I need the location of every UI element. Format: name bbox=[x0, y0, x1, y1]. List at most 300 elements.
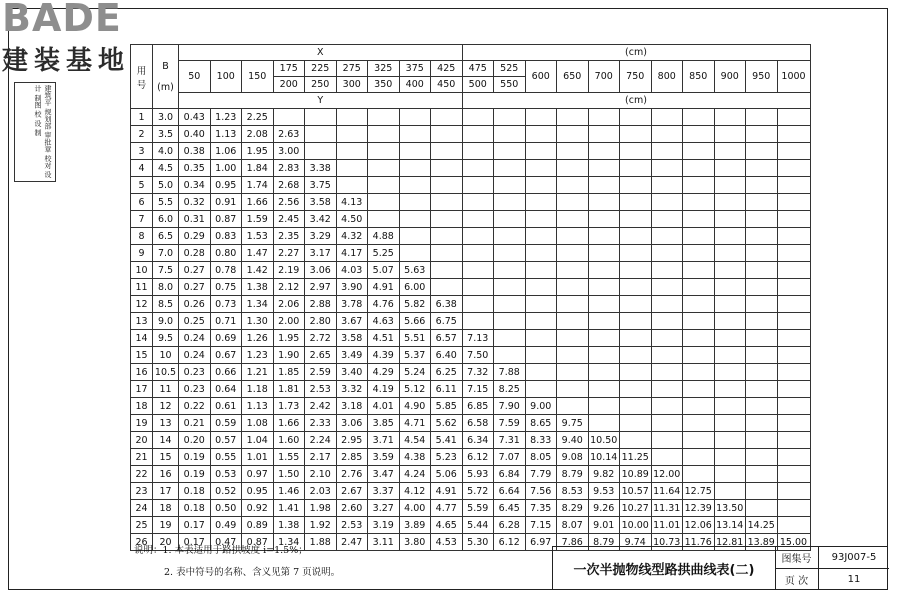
row-number: 6 bbox=[131, 194, 153, 211]
y-value-cell: 2.35 bbox=[273, 228, 305, 245]
y-value-cell: 12.06 bbox=[683, 517, 715, 534]
y-value-cell: 2.19 bbox=[273, 262, 305, 279]
y-value-cell bbox=[651, 211, 683, 228]
notes-prefix: 说明： bbox=[134, 545, 163, 556]
y-value-cell: 4.38 bbox=[399, 449, 431, 466]
y-value-cell: 3.58 bbox=[336, 330, 368, 347]
table-row bbox=[131, 279, 811, 296]
note-1: 1. 本表适用于路拱坡度 i=1.5%； bbox=[162, 545, 308, 556]
y-value-cell bbox=[494, 313, 526, 330]
y-value-cell: 6.58 bbox=[462, 415, 494, 432]
y-value-cell bbox=[336, 160, 368, 177]
logo-chinese: 建装基地 bbox=[2, 46, 131, 76]
y-value-cell bbox=[651, 449, 683, 466]
y-value-cell: 1.23 bbox=[242, 347, 274, 364]
y-value-cell bbox=[399, 228, 431, 245]
y-value-cell: 2.12 bbox=[273, 279, 305, 296]
y-value-cell bbox=[525, 109, 557, 126]
y-value-cell: 10.89 bbox=[620, 466, 652, 483]
y-value-cell bbox=[620, 347, 652, 364]
y-value-cell bbox=[525, 381, 557, 398]
y-value-cell bbox=[462, 126, 494, 143]
y-value-cell bbox=[588, 381, 620, 398]
y-value-cell: 6.12 bbox=[462, 449, 494, 466]
y-value-cell: 1.74 bbox=[242, 177, 274, 194]
y-value-cell: 2.06 bbox=[273, 296, 305, 313]
y-value-cell bbox=[777, 279, 810, 296]
y-value-cell bbox=[777, 449, 810, 466]
y-value-cell: 2.33 bbox=[305, 415, 337, 432]
table-row bbox=[131, 262, 811, 279]
y-value-cell bbox=[588, 347, 620, 364]
y-value-cell: 8.29 bbox=[557, 500, 589, 517]
y-value-cell bbox=[462, 211, 494, 228]
y-value-cell: 1.88 bbox=[305, 534, 337, 551]
y-value-cell bbox=[714, 466, 746, 483]
y-value-cell: 0.50 bbox=[210, 500, 242, 517]
y-value-cell bbox=[462, 262, 494, 279]
x-col-top-3: 175 bbox=[273, 61, 305, 77]
table-row bbox=[131, 313, 811, 330]
row-b-value: 8.5 bbox=[153, 296, 179, 313]
y-value-cell: 9.08 bbox=[557, 449, 589, 466]
y-value-cell: 1.92 bbox=[305, 517, 337, 534]
y-value-cell bbox=[777, 466, 810, 483]
y-value-cell: 9.74 bbox=[620, 534, 652, 551]
y-value-cell bbox=[746, 330, 778, 347]
y-value-cell bbox=[683, 466, 715, 483]
y-value-cell: 2.45 bbox=[273, 211, 305, 228]
row-number: 5 bbox=[131, 177, 153, 194]
row-number-header-text2: 号 bbox=[136, 79, 147, 91]
y-value-cell: 1.21 bbox=[242, 364, 274, 381]
y-value-cell bbox=[714, 126, 746, 143]
y-value-cell: 1.38 bbox=[242, 279, 274, 296]
y-value-cell: 0.78 bbox=[210, 262, 242, 279]
y-value-cell bbox=[431, 228, 463, 245]
y-value-cell bbox=[525, 177, 557, 194]
y-value-cell: 10.27 bbox=[620, 500, 652, 517]
y-value-cell: 3.80 bbox=[399, 534, 431, 551]
y-value-cell: 0.32 bbox=[179, 194, 211, 211]
y-value-cell: 5.59 bbox=[462, 500, 494, 517]
y-value-cell: 3.11 bbox=[368, 534, 400, 551]
row-number: 11 bbox=[131, 279, 153, 296]
y-value-cell bbox=[777, 500, 810, 517]
y-value-cell: 2.65 bbox=[305, 347, 337, 364]
x-col-13: 700 bbox=[588, 61, 620, 93]
y-value-cell: 3.29 bbox=[305, 228, 337, 245]
y-value-cell bbox=[462, 109, 494, 126]
y-value-cell bbox=[683, 143, 715, 160]
y-value-cell: 2.72 bbox=[305, 330, 337, 347]
y-value-cell bbox=[746, 296, 778, 313]
y-value-cell: 3.00 bbox=[273, 143, 305, 160]
y-value-cell bbox=[525, 194, 557, 211]
y-value-cell bbox=[746, 262, 778, 279]
y-value-cell: 1.73 bbox=[273, 398, 305, 415]
y-value-cell bbox=[431, 194, 463, 211]
y-value-cell: 7.13 bbox=[462, 330, 494, 347]
row-number: 24 bbox=[131, 500, 153, 517]
y-value-cell: 1.47 bbox=[242, 245, 274, 262]
y-value-cell: 2.25 bbox=[242, 109, 274, 126]
y-value-cell: 9.75 bbox=[557, 415, 589, 432]
y-value-cell: 0.75 bbox=[210, 279, 242, 296]
title-block bbox=[552, 546, 888, 590]
y-value-cell bbox=[651, 432, 683, 449]
table-row bbox=[131, 432, 811, 449]
y-value-cell: 3.85 bbox=[368, 415, 400, 432]
row-b-value: 6.5 bbox=[153, 228, 179, 245]
atlas-number-value: 93J007-5 bbox=[819, 547, 889, 569]
y-value-cell bbox=[368, 194, 400, 211]
y-value-cell bbox=[620, 228, 652, 245]
arch-curve-table-wrap bbox=[130, 44, 811, 551]
row-b-value: 8.0 bbox=[153, 279, 179, 296]
row-b-value: 5.5 bbox=[153, 194, 179, 211]
y-value-cell bbox=[557, 143, 589, 160]
y-value-cell bbox=[620, 330, 652, 347]
y-value-cell bbox=[557, 126, 589, 143]
y-value-cell: 6.34 bbox=[462, 432, 494, 449]
y-value-cell bbox=[305, 109, 337, 126]
y-value-cell bbox=[651, 245, 683, 262]
y-value-cell: 7.07 bbox=[494, 449, 526, 466]
y-value-cell: 5.63 bbox=[399, 262, 431, 279]
y-value-cell bbox=[683, 449, 715, 466]
x-col-bottom-3: 200 bbox=[273, 77, 305, 93]
x-col-bottom-7: 400 bbox=[399, 77, 431, 93]
y-value-cell bbox=[777, 398, 810, 415]
y-value-cell: 4.39 bbox=[368, 347, 400, 364]
x-col-top-10: 525 bbox=[494, 61, 526, 77]
y-value-cell bbox=[399, 177, 431, 194]
y-value-cell bbox=[746, 466, 778, 483]
y-value-cell bbox=[557, 109, 589, 126]
y-value-cell: 1.00 bbox=[210, 160, 242, 177]
y-value-cell: 1.59 bbox=[242, 211, 274, 228]
y-value-cell: 1.66 bbox=[242, 194, 274, 211]
y-value-cell bbox=[462, 160, 494, 177]
page-value: 11 bbox=[847, 574, 861, 585]
y-value-cell: 5.25 bbox=[368, 245, 400, 262]
y-value-cell bbox=[777, 517, 810, 534]
row-number: 22 bbox=[131, 466, 153, 483]
y-value-cell: 6.12 bbox=[494, 534, 526, 551]
row-number: 10 bbox=[131, 262, 153, 279]
y-value-cell: 2.76 bbox=[336, 466, 368, 483]
row-b-value: 4.5 bbox=[153, 160, 179, 177]
y-value-cell: 4.17 bbox=[336, 245, 368, 262]
y-value-cell bbox=[588, 211, 620, 228]
y-value-cell: 9.01 bbox=[588, 517, 620, 534]
y-value-cell bbox=[746, 449, 778, 466]
y-value-cell bbox=[651, 228, 683, 245]
side-label-3: 审批章 bbox=[44, 131, 52, 153]
y-value-cell bbox=[683, 330, 715, 347]
y-value-cell bbox=[399, 211, 431, 228]
y-value-cell: 0.43 bbox=[179, 109, 211, 126]
arch-curve-table bbox=[130, 44, 811, 551]
y-value-cell bbox=[651, 262, 683, 279]
y-value-cell: 1.85 bbox=[273, 364, 305, 381]
y-value-cell: 1.38 bbox=[273, 517, 305, 534]
y-value-cell bbox=[305, 143, 337, 160]
y-value-cell bbox=[683, 296, 715, 313]
y-value-cell bbox=[494, 245, 526, 262]
x-col-top-7: 375 bbox=[399, 61, 431, 77]
y-value-cell: 0.55 bbox=[210, 449, 242, 466]
y-value-cell bbox=[683, 211, 715, 228]
y-value-cell: 8.65 bbox=[525, 415, 557, 432]
y-value-cell bbox=[525, 330, 557, 347]
y-value-cell: 7.31 bbox=[494, 432, 526, 449]
row-b-value: 5.0 bbox=[153, 177, 179, 194]
y-value-cell: 0.87 bbox=[242, 534, 274, 551]
row-number: 8 bbox=[131, 228, 153, 245]
y-value-cell: 9.00 bbox=[525, 398, 557, 415]
y-value-cell bbox=[588, 398, 620, 415]
y-value-cell: 4.77 bbox=[431, 500, 463, 517]
x-col-17: 900 bbox=[714, 61, 746, 93]
y-value-cell bbox=[368, 109, 400, 126]
table-row bbox=[131, 296, 811, 313]
y-value-cell bbox=[714, 228, 746, 245]
y-value-cell: 0.47 bbox=[210, 534, 242, 551]
y-value-cell: 0.59 bbox=[210, 415, 242, 432]
y-value-cell: 4.13 bbox=[336, 194, 368, 211]
y-value-cell: 0.71 bbox=[210, 313, 242, 330]
y-value-cell bbox=[651, 109, 683, 126]
table-row bbox=[131, 143, 811, 160]
y-value-cell bbox=[714, 483, 746, 500]
y-value-cell: 0.87 bbox=[210, 211, 242, 228]
y-value-cell: 3.47 bbox=[368, 466, 400, 483]
y-value-cell bbox=[431, 109, 463, 126]
x-col-bottom-8: 450 bbox=[431, 77, 463, 93]
y-value-cell bbox=[525, 313, 557, 330]
y-value-cell bbox=[777, 245, 810, 262]
y-value-cell bbox=[431, 143, 463, 160]
row-number-header bbox=[131, 45, 153, 109]
y-value-cell bbox=[620, 381, 652, 398]
y-value-cell bbox=[620, 109, 652, 126]
y-value-cell bbox=[683, 126, 715, 143]
y-value-cell: 6.00 bbox=[399, 279, 431, 296]
y-value-cell: 5.93 bbox=[462, 466, 494, 483]
y-value-cell: 5.37 bbox=[399, 347, 431, 364]
y-value-cell: 13.14 bbox=[714, 517, 746, 534]
y-value-cell: 7.56 bbox=[525, 483, 557, 500]
b-header bbox=[153, 45, 179, 109]
approval-stamp-block bbox=[14, 82, 56, 182]
y-value-cell: 6.84 bbox=[494, 466, 526, 483]
y-value-cell: 0.64 bbox=[210, 381, 242, 398]
y-value-cell: 0.67 bbox=[210, 347, 242, 364]
y-value-cell: 10.57 bbox=[620, 483, 652, 500]
y-value-cell bbox=[399, 194, 431, 211]
row-number: 9 bbox=[131, 245, 153, 262]
table-row bbox=[131, 194, 811, 211]
y-value-cell: 3.06 bbox=[305, 262, 337, 279]
y-value-cell bbox=[683, 279, 715, 296]
y-value-cell bbox=[777, 347, 810, 364]
y-value-cell: 4.63 bbox=[368, 313, 400, 330]
y-value-cell bbox=[683, 245, 715, 262]
y-value-cell bbox=[494, 279, 526, 296]
y-value-cell bbox=[714, 381, 746, 398]
y-value-cell: 0.95 bbox=[210, 177, 242, 194]
y-value-cell: 0.34 bbox=[179, 177, 211, 194]
y-value-cell bbox=[494, 296, 526, 313]
y-value-cell bbox=[557, 347, 589, 364]
x-col-16: 850 bbox=[683, 61, 715, 93]
row-number: 25 bbox=[131, 517, 153, 534]
y-value-cell: 2.97 bbox=[305, 279, 337, 296]
y-value-cell: 1.41 bbox=[273, 500, 305, 517]
y-value-cell bbox=[525, 364, 557, 381]
y-value-cell bbox=[557, 228, 589, 245]
y-value-cell bbox=[777, 296, 810, 313]
y-value-cell: 2.53 bbox=[305, 381, 337, 398]
y-value-cell: 11.25 bbox=[620, 449, 652, 466]
y-value-cell: 12.75 bbox=[683, 483, 715, 500]
y-value-cell: 4.51 bbox=[368, 330, 400, 347]
row-b-value: 15 bbox=[153, 449, 179, 466]
y-value-cell bbox=[431, 177, 463, 194]
y-value-cell: 6.85 bbox=[462, 398, 494, 415]
y-value-cell bbox=[620, 143, 652, 160]
y-value-cell bbox=[557, 245, 589, 262]
y-value-cell: 5.82 bbox=[399, 296, 431, 313]
y-value-cell bbox=[462, 143, 494, 160]
y-value-cell bbox=[525, 279, 557, 296]
y-value-cell bbox=[777, 381, 810, 398]
y-value-cell: 0.19 bbox=[179, 449, 211, 466]
y-value-cell bbox=[651, 126, 683, 143]
x-col-15: 800 bbox=[651, 61, 683, 93]
y-value-cell bbox=[462, 228, 494, 245]
y-value-cell bbox=[431, 211, 463, 228]
y-value-cell: 7.88 bbox=[494, 364, 526, 381]
y-value-cell: 4.54 bbox=[399, 432, 431, 449]
y-value-cell bbox=[651, 177, 683, 194]
y-value-cell bbox=[399, 160, 431, 177]
y-value-cell bbox=[525, 245, 557, 262]
y-value-cell: 0.17 bbox=[179, 517, 211, 534]
y-value-cell: 0.40 bbox=[179, 126, 211, 143]
y-value-cell: 11.64 bbox=[651, 483, 683, 500]
y-value-cell: 3.19 bbox=[368, 517, 400, 534]
y-value-cell: 2.03 bbox=[305, 483, 337, 500]
y-value-cell bbox=[557, 313, 589, 330]
y-value-cell bbox=[620, 279, 652, 296]
y-value-cell: 4.50 bbox=[336, 211, 368, 228]
y-value-cell: 0.24 bbox=[179, 330, 211, 347]
row-b-value: 16 bbox=[153, 466, 179, 483]
table-row bbox=[131, 517, 811, 534]
y-value-cell bbox=[777, 432, 810, 449]
row-b-value: 4.0 bbox=[153, 143, 179, 160]
side-label-2: 规划部 bbox=[44, 108, 52, 130]
y-value-cell bbox=[714, 262, 746, 279]
y-value-cell bbox=[683, 194, 715, 211]
y-value-cell bbox=[368, 143, 400, 160]
y-value-cell: 12.39 bbox=[683, 500, 715, 517]
y-value-cell: 4.76 bbox=[368, 296, 400, 313]
y-value-cell bbox=[683, 313, 715, 330]
y-value-cell bbox=[746, 483, 778, 500]
y-value-cell: 7.86 bbox=[557, 534, 589, 551]
y-value-cell: 3.38 bbox=[305, 160, 337, 177]
y-value-cell: 5.72 bbox=[462, 483, 494, 500]
y-value-cell bbox=[777, 109, 810, 126]
x-col-14: 750 bbox=[620, 61, 652, 93]
row-b-value: 14 bbox=[153, 432, 179, 449]
y-value-cell bbox=[714, 364, 746, 381]
logo-latin: BADE bbox=[2, 0, 122, 40]
row-b-value: 20 bbox=[153, 534, 179, 551]
y-value-cell: 11.31 bbox=[651, 500, 683, 517]
y-value-cell bbox=[620, 398, 652, 415]
y-value-cell: 4.29 bbox=[368, 364, 400, 381]
y-value-cell bbox=[683, 398, 715, 415]
y-value-cell bbox=[399, 245, 431, 262]
y-value-cell bbox=[714, 245, 746, 262]
y-value-cell: 6.28 bbox=[494, 517, 526, 534]
y-value-cell: 0.61 bbox=[210, 398, 242, 415]
y-value-cell: 2.10 bbox=[305, 466, 337, 483]
y-value-cell bbox=[746, 160, 778, 177]
row-number: 17 bbox=[131, 381, 153, 398]
y-value-cell bbox=[714, 347, 746, 364]
y-value-cell: 8.33 bbox=[525, 432, 557, 449]
y-value-cell bbox=[746, 432, 778, 449]
y-value-cell bbox=[620, 364, 652, 381]
drawing-title: 一次半抛物线型路拱曲线表(二) bbox=[553, 547, 776, 590]
y-value-cell: 0.57 bbox=[210, 432, 242, 449]
y-value-cell bbox=[399, 126, 431, 143]
y-value-cell: 2.88 bbox=[305, 296, 337, 313]
y-value-cell: 0.28 bbox=[179, 245, 211, 262]
row-b-value: 12 bbox=[153, 398, 179, 415]
table-row bbox=[131, 483, 811, 500]
y-value-cell bbox=[620, 160, 652, 177]
y-value-cell: 3.17 bbox=[305, 245, 337, 262]
table-row bbox=[131, 449, 811, 466]
y-value-cell bbox=[557, 296, 589, 313]
row-b-value: 13 bbox=[153, 415, 179, 432]
y-value-cell: 2.95 bbox=[336, 432, 368, 449]
y-value-cell: 1.95 bbox=[242, 143, 274, 160]
y-value-cell bbox=[557, 381, 589, 398]
y-value-cell: 2.24 bbox=[305, 432, 337, 449]
y-value-cell: 0.22 bbox=[179, 398, 211, 415]
y-value-cell bbox=[588, 313, 620, 330]
y-value-cell bbox=[777, 211, 810, 228]
y-value-cell bbox=[746, 143, 778, 160]
y-value-cell: 3.27 bbox=[368, 500, 400, 517]
y-value-cell: 6.40 bbox=[431, 347, 463, 364]
x-col-top-4: 225 bbox=[305, 61, 337, 77]
y-value-cell: 6.25 bbox=[431, 364, 463, 381]
y-value-cell bbox=[746, 347, 778, 364]
x-col-top-6: 325 bbox=[368, 61, 400, 77]
y-value-cell: 3.59 bbox=[368, 449, 400, 466]
y-value-cell: 3.90 bbox=[336, 279, 368, 296]
y-value-cell: 0.92 bbox=[242, 500, 274, 517]
